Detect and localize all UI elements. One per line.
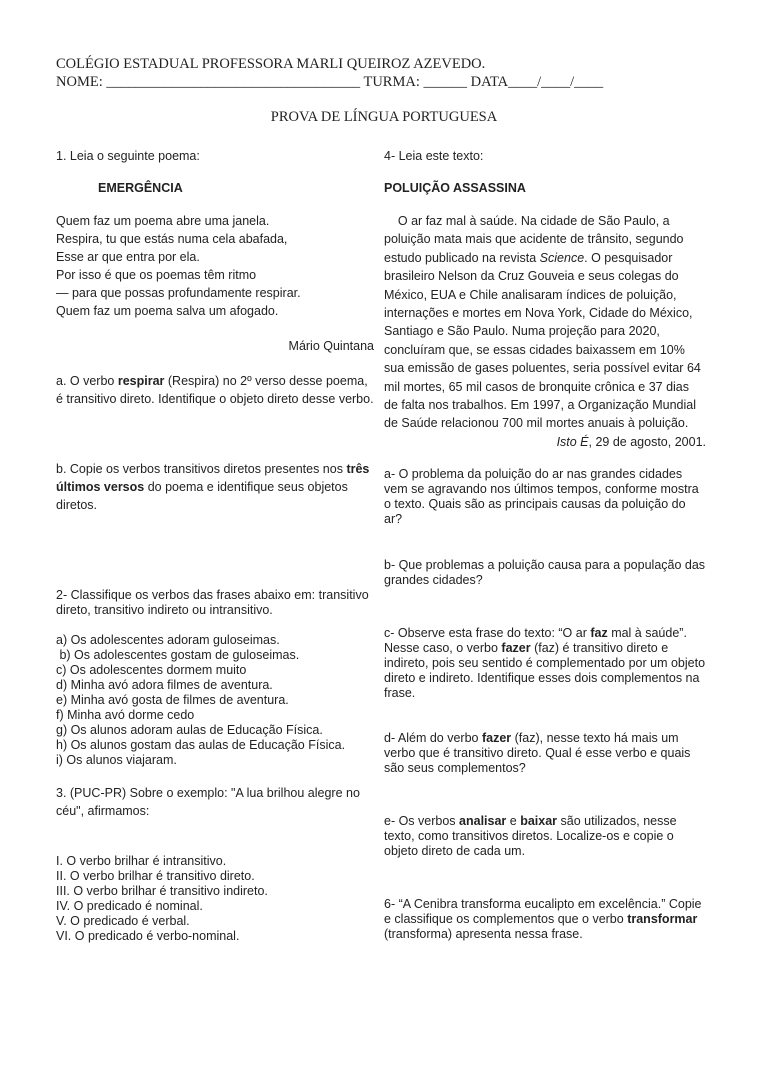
source-rest: , 29 de agosto, 2001. <box>588 434 706 449</box>
qc-mid: mal à saúde”. Nesse caso, o verbo <box>384 625 687 655</box>
question-4d <box>384 731 706 776</box>
q1b-pre: b. Copie os verbos transitivos diretos presentes nos <box>56 462 347 476</box>
question-1a <box>56 372 374 408</box>
q6-pre: 6- “A Cenibra transforma eucalipto em excelência.” Copie e classifique os complementos que o verbo <box>384 896 702 926</box>
question-4a: a- O problema da poluição do ar nas grandes cidades vem se agravando nos últimos tempos, conforme mostra o texto. Quais são as principais causas da poluição do ar? <box>384 466 699 526</box>
q1b-post: do poema e identifique seus objetos diretos. <box>56 480 348 512</box>
question-1-intro: 1. Leia o seguinte poema: <box>56 149 200 163</box>
question-4c <box>384 626 706 701</box>
list-item: e) Minha avó gosta de filmes de aventura. <box>56 693 289 707</box>
list-item: V. O predicado é verbal. <box>56 914 190 928</box>
list-item: i) Os alunos viajaram. <box>56 753 177 767</box>
qc-pre: c- Observe esta frase do texto: “O ar <box>384 625 591 640</box>
q1b-bold: três últimos versos <box>56 462 370 494</box>
list-item: II. O verbo brilhar é transitivo direto. <box>56 869 255 883</box>
list-item: g) Os alunos adoram aulas de Educação Física. <box>56 723 323 737</box>
text-pre: O ar faz mal à saúde. Na cidade de São Paulo, a poluição mata mais que acidente de trânsito, segundo estudo publicado na revista <box>384 214 687 265</box>
poem-line: Por isso é que os poemas têm ritmo <box>56 268 257 282</box>
question-2-list <box>56 633 374 768</box>
qe-mid: e <box>506 813 521 828</box>
school-name: COLÉGIO ESTADUAL PROFESSORA MARLI QUEIROZ AZEVEDO. <box>56 56 486 72</box>
qd-bold: fazer <box>481 730 512 745</box>
question-4b: b- Que problemas a poluição causa para a população das grandes cidades? <box>384 557 706 587</box>
list-item: I. O verbo brilhar é intransitivo. <box>56 854 227 868</box>
list-item: h) Os alunos gostam das aulas de Educação Física. <box>56 738 346 752</box>
list-item: f) Minha avó dorme cedo <box>56 708 195 722</box>
question-6 <box>384 897 706 942</box>
qd-pre: d- Além do verbo <box>384 730 482 745</box>
poem-title: EMERGÊNCIA <box>98 181 183 195</box>
poem-line: Quem faz um poema abre uma janela. <box>56 214 270 228</box>
question-3-intro: 3. (PUC-PR) Sobre o exemplo: "A lua brilhou alegre no céu", afirmamos: <box>56 786 360 818</box>
list-item: VI. O predicado é verbo-nominal. <box>56 929 240 943</box>
question-3-list <box>56 854 374 944</box>
list-item: IV. O predicado é nominal. <box>56 899 203 913</box>
poem-line: Esse ar que entra por ela. <box>56 250 200 264</box>
text-title: POLUIÇÃO ASSASSINA <box>384 181 526 195</box>
q1a-pre: a. O verbo <box>56 374 118 388</box>
qc-bold2: fazer <box>501 640 531 655</box>
qe-bold2: baixar <box>520 813 558 828</box>
qc-bold1: faz <box>590 625 608 640</box>
exam-title: PROVA DE LÍNGUA PORTUGUESA <box>270 109 498 125</box>
question-4e <box>384 814 706 859</box>
question-4-intro: 4- Leia este texto: <box>384 149 484 163</box>
poem-line: — para que possas profundamente respirar. <box>56 286 301 300</box>
text-source <box>384 433 706 451</box>
question-1b <box>56 460 374 514</box>
document-header <box>56 55 716 91</box>
q1a-bold: respirar <box>117 374 165 388</box>
qd-post: (faz), nesse texto há mais um verbo que é transitivo direto. Qual é esse verbo e quais são seus complementos? <box>384 730 691 775</box>
q6-post: (transforma) apresenta nessa frase. <box>384 926 583 941</box>
poem-line: Respira, tu que estás numa cela abafada, <box>56 232 288 246</box>
qe-bold1: analisar <box>459 813 507 828</box>
question-2-intro: 2- Classifique os verbos das frases abaixo em: transitivo direto, transitivo indireto ou intransitivo. <box>56 588 369 617</box>
qe-post: são utilizados, nesse texto, como transitivos diretos. Localize-os e copie o objeto direto de cada um. <box>384 813 677 858</box>
poem <box>56 212 374 320</box>
list-item: a) Os adolescentes adoram guloseimas. <box>56 633 280 647</box>
qc-post: (faz) é transitivo direto e indireto, pois seu sentido é complementado por um objeto direto e indireto. Identifique esses dois complementos na frase. <box>384 640 706 700</box>
list-item: d) Minha avó adora filmes de aventura. <box>56 678 273 692</box>
q6-bold: transformar <box>627 911 698 926</box>
list-item: b) Os adolescentes gostam de guloseimas. <box>56 648 300 662</box>
source-italic: Isto É <box>556 434 589 449</box>
qe-pre: e- Os verbos <box>384 813 460 828</box>
list-item: III. O verbo brilhar é transitivo indireto. <box>56 884 268 898</box>
poem-line: Quem faz um poema salva um afogado. <box>56 304 279 318</box>
text-italic: Science <box>539 250 585 265</box>
left-column <box>56 148 374 944</box>
q1a-post: (Respira) no 2º verso desse poema, é transitivo direto. Identifique o objeto direto desse verbo. <box>56 374 374 406</box>
poem-author: Mário Quintana <box>288 339 374 353</box>
list-item: c) Os adolescentes dormem muito <box>56 663 247 677</box>
text-post: . O pesquisador brasileiro Nelson da Cruz Gouveia e seus colegas do México, EUA e Chile analisaram índices de poluição, internações e mortes em Nova York, Cidade do México, Santiago e São Paulo. Numa projeção para 2020, concluíram que, se essas cidades baixassem em 10% sua emissão de gases poluentes, seria possível evitar 64 mil mortes, 65 mil casos de bronquite crônica e 37 dias de falta nos trabalhos. Em 1997, a Organização Mundial de Saúde relacionou 700 mil mortes anuais à poluição. <box>384 250 705 431</box>
reading-text <box>384 212 706 433</box>
right-column <box>384 148 706 942</box>
student-form-line: NOME: ___________________________________ TURMA: ______ DATA____/____/____ <box>56 74 604 90</box>
